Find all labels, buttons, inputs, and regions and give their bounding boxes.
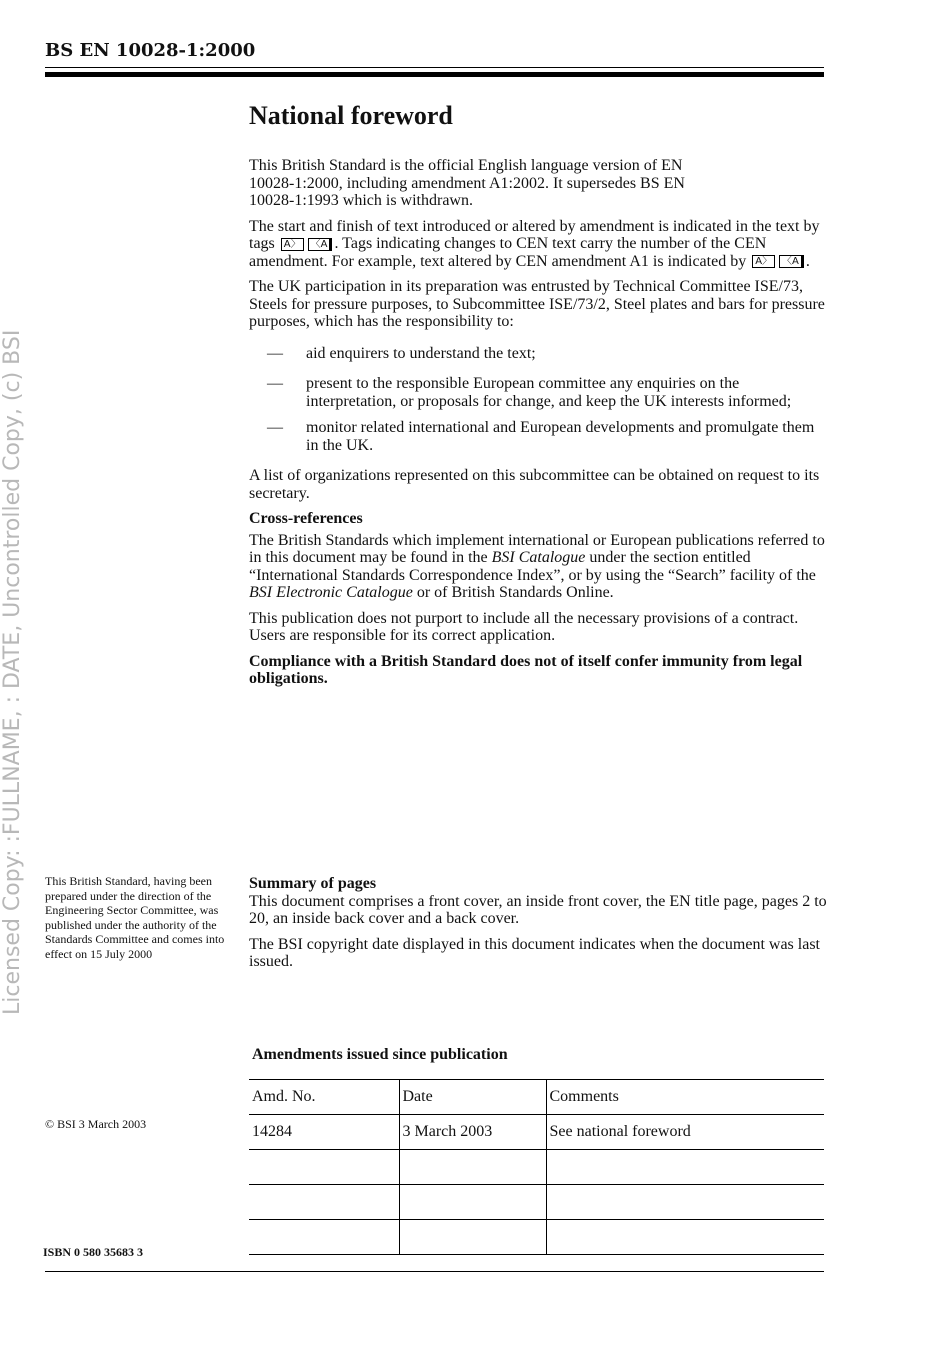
cross-references-heading: Cross-references bbox=[249, 510, 363, 527]
table-cell bbox=[249, 1220, 399, 1255]
table-row bbox=[249, 1115, 824, 1150]
table-cell bbox=[546, 1150, 824, 1185]
amendment-end-tag-icon: 〈A bbox=[308, 238, 333, 251]
footer-rule bbox=[45, 1271, 824, 1272]
summary-section bbox=[249, 875, 829, 979]
table-cell bbox=[249, 1185, 399, 1220]
publication-note: This British Standard, having been prepared under the direction of the Engineering Sector Committee, was published under the authority of the Standards Committee and comes into effect on 15 July 2000 bbox=[45, 874, 225, 961]
license-watermark: Licensed Copy: :FULLNAME, : DATE, Uncontrolled Copy, (c) BSI bbox=[0, 329, 25, 1015]
table-cell bbox=[546, 1220, 824, 1255]
foreword-body bbox=[249, 157, 829, 696]
compliance-statement: Compliance with a British Standard does not of itself confer immunity from legal obligations. bbox=[249, 652, 803, 687]
table-cell bbox=[399, 1150, 546, 1185]
column-header: Date bbox=[399, 1080, 546, 1115]
table-cell bbox=[546, 1185, 824, 1220]
header-rule-thick bbox=[45, 72, 824, 77]
table-cell bbox=[249, 1150, 399, 1185]
amendment-a1-start-tag-icon: A〉 bbox=[752, 255, 775, 268]
table-cell: See national foreword bbox=[546, 1115, 824, 1150]
header-rule-thin bbox=[45, 67, 824, 68]
column-header: Comments bbox=[546, 1080, 824, 1115]
amendment-a1-end-tag-icon: 〈A bbox=[779, 255, 804, 268]
copyright-notice: © BSI 3 March 2003 bbox=[45, 1117, 147, 1131]
document-id: BS EN 10028-1:2000 bbox=[45, 40, 256, 61]
copyright-date-paragraph: The BSI copyright date displayed in this document indicates when the document was last issued. bbox=[249, 935, 820, 970]
purport-paragraph: This publication does not purport to include all the necessary provisions of a contract. Users are responsible for its correct application. bbox=[249, 609, 799, 644]
table-row bbox=[249, 1185, 824, 1220]
organizations-paragraph: A list of organizations represented on this subcommittee can be obtained on request to its secretary. bbox=[249, 467, 820, 502]
summary-paragraph: This document comprises a front cover, an inside front cover, the EN title page, pages 2 to 20, an inside back cover and a back cover. bbox=[249, 892, 827, 927]
cross-references-paragraph: The British Standards which implement international or European publications referred to in this document may be found in the BSI Catalogue under the section entitled “International Standards Correspondence Index”, or by using the “Search” facility of the BSI Electronic Catalogue or of British Standards Online. bbox=[249, 531, 825, 601]
table-header-row bbox=[249, 1080, 824, 1115]
table-cell bbox=[399, 1220, 546, 1255]
tags-paragraph: The start and finish of text introduced or altered by amendment is indicated in the text by tags A〉 〈A . Tags indicating changes to CEN text carry the number of the CEN amendment. For example, text altered by CEN amendment A1 is indicated by A〉 〈A . bbox=[249, 217, 820, 270]
list-item: — aid enquirers to understand the text; bbox=[267, 344, 536, 362]
amendments-table-title: Amendments issued since publication bbox=[252, 1046, 508, 1063]
column-header: Amd. No. bbox=[249, 1080, 399, 1115]
page-title: National foreword bbox=[249, 101, 453, 130]
table-cell: 3 March 2003 bbox=[399, 1115, 546, 1150]
table-row bbox=[249, 1220, 824, 1255]
table-cell bbox=[399, 1185, 546, 1220]
list-item: — monitor related international and European developments and promulgate them in the UK. bbox=[267, 419, 815, 454]
isbn: ISBN 0 580 35683 3 bbox=[43, 1245, 144, 1259]
amendments-table bbox=[249, 1079, 824, 1255]
amendment-start-tag-icon: A〉 bbox=[281, 238, 304, 251]
table-cell: 14284 bbox=[249, 1115, 399, 1150]
list-item: — present to the responsible European committee any enquiries on the interpretation, or proposals for change, and keep the UK interests informed; bbox=[267, 375, 792, 410]
table-row bbox=[249, 1150, 824, 1185]
summary-heading: Summary of pages bbox=[249, 875, 377, 892]
participation-paragraph: The UK participation in its preparation was entrusted by Technical Committee ISE/73, Steels for pressure purposes, to Subcommittee ISE/73/2, Steel plates and bars for pressure purposes, which has the responsibility to: bbox=[249, 278, 825, 330]
intro-paragraph: This British Standard is the official English language version of EN 10028-1:2000, including amendment A1:2002. It supersedes BS EN 10028-1:1993 which is withdrawn. bbox=[249, 157, 685, 209]
